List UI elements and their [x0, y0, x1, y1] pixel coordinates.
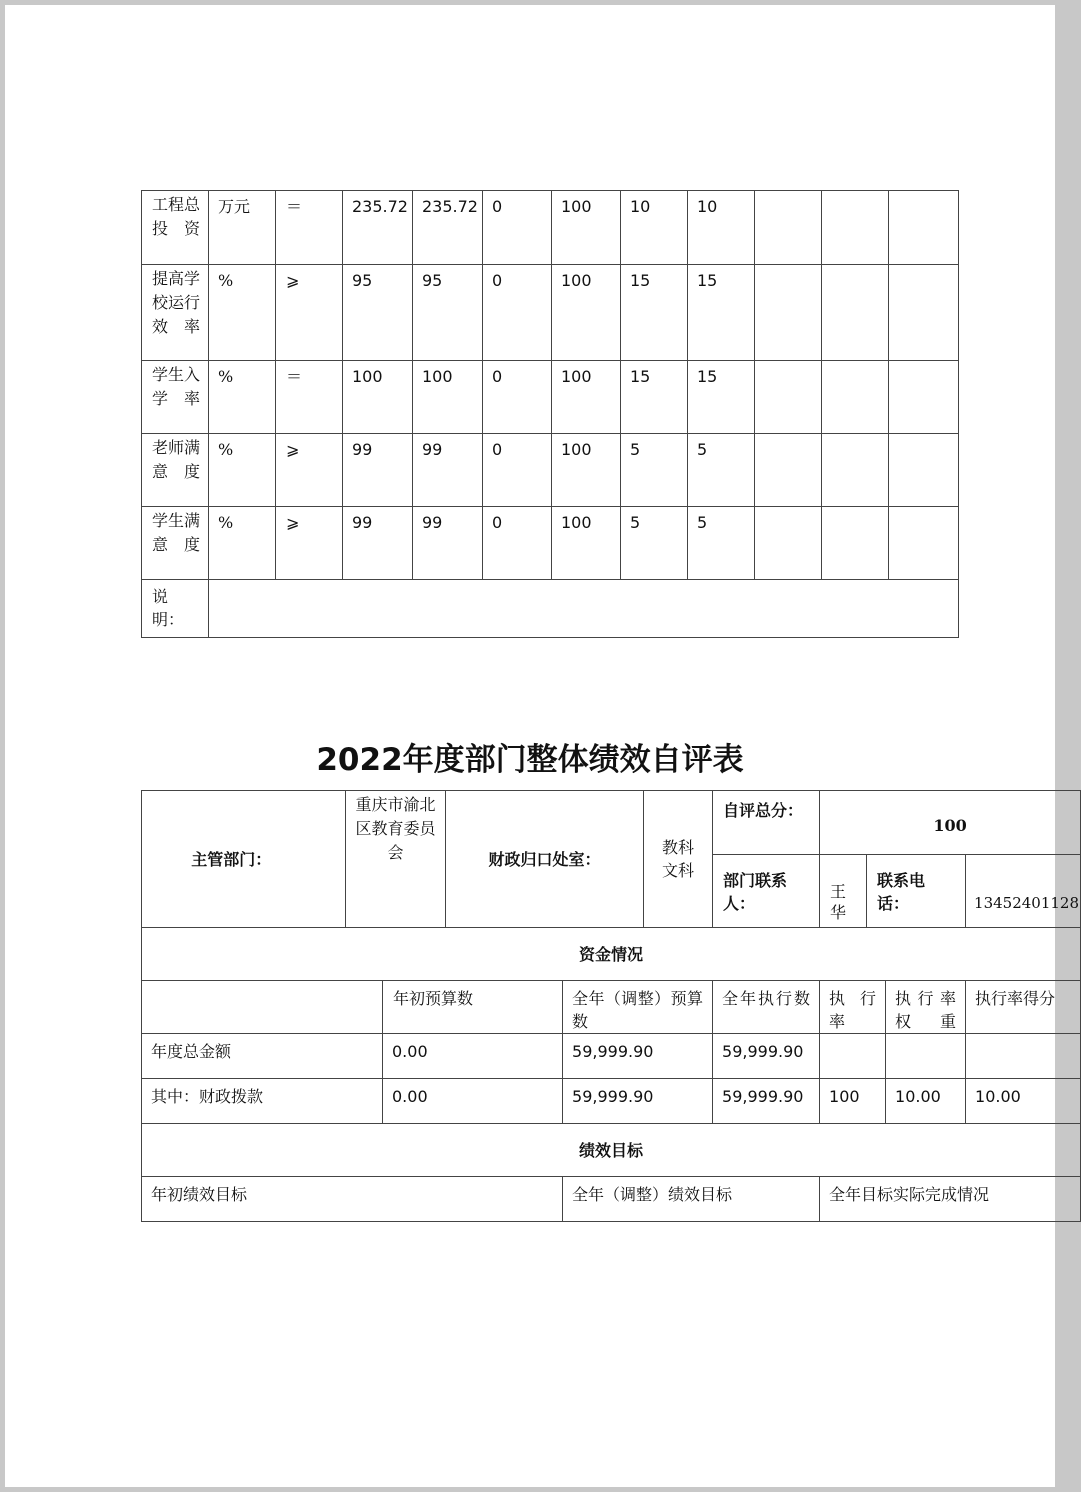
indicator-row: [142, 191, 959, 265]
indicator-cell: 95: [413, 265, 483, 361]
indicator-cell: 100: [552, 191, 621, 265]
contact-value: 王华: [820, 855, 867, 928]
funds-row-label: 其中：财政拨款: [142, 1079, 383, 1124]
indicator-name: 提高学校运行效率: [142, 265, 209, 361]
funds-row: [142, 1079, 1081, 1124]
indicator-cell: 5: [621, 434, 688, 507]
indicator-cell: 5: [688, 507, 755, 580]
indicator-cell: 99: [413, 434, 483, 507]
indicator-cell: 99: [413, 507, 483, 580]
indicator-cell: 0: [483, 434, 552, 507]
indicator-row: [142, 434, 959, 507]
phone-value: 13452401128: [966, 855, 1081, 928]
indicator-cell: [822, 507, 889, 580]
indicator-cell: 100: [552, 361, 621, 434]
note-label: 说明：: [142, 580, 209, 638]
note-row: [142, 580, 959, 638]
indicator-cell: 99: [343, 434, 413, 507]
indicator-cell: 5: [621, 507, 688, 580]
funds-cell: [820, 1034, 886, 1079]
indicator-cell: ＝: [276, 191, 343, 265]
indicator-cell: [822, 361, 889, 434]
goals-header: 全年目标实际完成情况: [820, 1177, 1081, 1222]
indicator-cell: ⩾: [276, 507, 343, 580]
indicator-cell: 0: [483, 191, 552, 265]
funds-header-row: [142, 981, 1081, 1034]
indicator-cell: 0: [483, 507, 552, 580]
funds-cell: 59,999.90: [563, 1079, 713, 1124]
document-title: 2022年度部门整体绩效自评表: [316, 742, 744, 778]
indicator-table: [141, 190, 959, 638]
indicator-cell: %: [209, 434, 276, 507]
indicator-name: 工程总投资: [142, 191, 209, 265]
funds-cell: 10.00: [886, 1079, 966, 1124]
indicator-cell: %: [209, 507, 276, 580]
indicator-cell: 99: [343, 507, 413, 580]
goals-header: 全年（调整）绩效目标: [563, 1177, 820, 1222]
funds-cell: [966, 1034, 1081, 1079]
funds-cell: 100: [820, 1079, 886, 1124]
self-evaluation-table: [141, 790, 1081, 1222]
funds-header: 执行率得分: [966, 981, 1081, 1034]
indicator-cell: [755, 191, 822, 265]
indicator-cell: 100: [413, 361, 483, 434]
score-label: 自评总分：: [713, 791, 820, 855]
funds-cell: 0.00: [383, 1034, 563, 1079]
indicator-cell: 235.72: [413, 191, 483, 265]
indicator-cell: ⩾: [276, 434, 343, 507]
indicator-cell: [822, 434, 889, 507]
indicator-cell: %: [209, 265, 276, 361]
finance-label: 财政归口处室：: [446, 791, 644, 928]
funds-section-title: 资金情况: [142, 928, 1081, 981]
indicator-cell: [755, 507, 822, 580]
indicator-cell: 万元: [209, 191, 276, 265]
indicator-cell: 10: [688, 191, 755, 265]
indicator-cell: [889, 191, 959, 265]
indicator-cell: ⩾: [276, 265, 343, 361]
indicator-row: [142, 361, 959, 434]
funds-header: 执行率: [820, 981, 886, 1034]
indicator-cell: [822, 191, 889, 265]
goals-section-title: 绩效目标: [142, 1124, 1081, 1177]
indicator-cell: [755, 361, 822, 434]
dept-value: 重庆市渝北区教育委员会: [346, 791, 446, 928]
indicator-cell: [889, 507, 959, 580]
contact-label: 部门联系人：: [713, 855, 820, 928]
indicator-cell: ＝: [276, 361, 343, 434]
goals-header: 年初绩效目标: [142, 1177, 563, 1222]
funds-cell: 0.00: [383, 1079, 563, 1124]
funds-row: [142, 1034, 1081, 1079]
finance-value: 教科文科: [644, 791, 713, 928]
goals-header-row: [142, 1177, 1081, 1222]
indicator-row: [142, 507, 959, 580]
indicator-cell: 100: [552, 507, 621, 580]
indicator-name: 学生满意度: [142, 507, 209, 580]
indicator-cell: [755, 434, 822, 507]
indicator-cell: [889, 434, 959, 507]
funds-header: 年初预算数: [383, 981, 563, 1034]
note-value: [209, 580, 959, 638]
funds-header: 执行率权重: [886, 981, 966, 1034]
indicator-cell: 235.72: [343, 191, 413, 265]
funds-cell: 59,999.90: [713, 1079, 820, 1124]
indicator-cell: 100: [552, 434, 621, 507]
funds-cell: 59,999.90: [563, 1034, 713, 1079]
indicator-cell: 0: [483, 361, 552, 434]
indicator-cell: 10: [621, 191, 688, 265]
funds-cell: 10.00: [966, 1079, 1081, 1124]
funds-header: 全年执行数: [713, 981, 820, 1034]
indicator-cell: 0: [483, 265, 552, 361]
indicator-cell: 100: [552, 265, 621, 361]
indicator-name: 学生入学率: [142, 361, 209, 434]
indicator-cell: [755, 265, 822, 361]
funds-header: 全年（调整）预算数: [563, 981, 713, 1034]
funds-cell: [886, 1034, 966, 1079]
funds-row-label: 年度总金额: [142, 1034, 383, 1079]
indicator-cell: 15: [688, 265, 755, 361]
indicator-cell: %: [209, 361, 276, 434]
indicator-cell: 100: [343, 361, 413, 434]
indicator-cell: 15: [621, 361, 688, 434]
indicator-name: 老师满意度: [142, 434, 209, 507]
funds-cell: 59,999.90: [713, 1034, 820, 1079]
indicator-cell: 15: [688, 361, 755, 434]
dept-label: 主管部门：: [142, 791, 321, 928]
phone-label: 联系电话：: [867, 855, 966, 928]
score-value: 100: [820, 791, 1081, 855]
indicator-cell: [889, 361, 959, 434]
indicator-cell: 15: [621, 265, 688, 361]
indicator-cell: 5: [688, 434, 755, 507]
indicator-cell: [822, 265, 889, 361]
indicator-cell: 95: [343, 265, 413, 361]
indicator-row: [142, 265, 959, 361]
indicator-cell: [889, 265, 959, 361]
